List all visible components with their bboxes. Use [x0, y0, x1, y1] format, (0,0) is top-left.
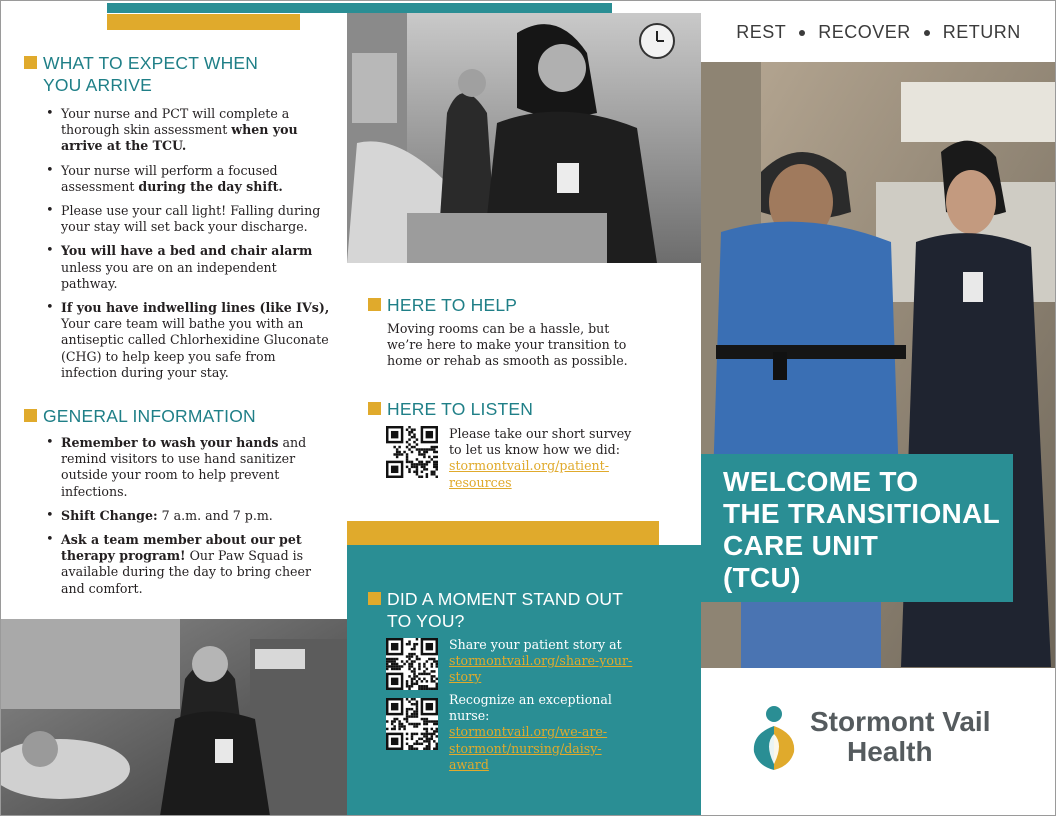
- list-item: [61, 435, 323, 500]
- general-heading: [24, 405, 324, 427]
- heading-square-icon: [24, 56, 37, 69]
- general-heading-text: GENERAL INFORMATION: [43, 406, 256, 426]
- list-item: [61, 300, 333, 381]
- story-text: Share your patient story at: [449, 637, 622, 652]
- nurse-qr-code[interactable]: [386, 698, 438, 750]
- moment-heading-line1: DID A MOMENT STAND OUT: [387, 589, 624, 609]
- expect-heading: [24, 52, 324, 96]
- moment-gold-strip: [347, 521, 659, 545]
- item-bold-text: Shift Change:: [61, 507, 158, 523]
- item-text: Your nurse will perform a focused assessment: [61, 162, 278, 194]
- item-bold-text: when you arrive at the TCU.: [61, 122, 298, 154]
- item-text: Your nurse and PCT will complete a thorough skin assessment: [61, 106, 290, 138]
- panel-left: [0, 0, 347, 816]
- photo-nurse-care: [347, 13, 701, 263]
- tagline-dot: [799, 30, 805, 36]
- tagline: [701, 22, 1056, 43]
- welcome-title: [723, 466, 1000, 594]
- story-qr-code[interactable]: [386, 638, 438, 690]
- logo-line1: Stormont Vail: [810, 706, 991, 737]
- welcome-line2: THE TRANSITIONAL: [723, 498, 1001, 529]
- tagline-word: RECOVER: [818, 22, 911, 42]
- tagline-word: REST: [736, 22, 787, 42]
- panel-right: [701, 0, 1056, 816]
- help-heading: [368, 294, 688, 316]
- expect-heading-line1: WHAT TO EXPECT WHEN: [43, 53, 259, 73]
- listen-text: Please take our short survey to let us know how we did:: [449, 426, 632, 458]
- expect-list: [61, 106, 333, 389]
- nurse-text: Recognize an exceptional nurse:: [449, 692, 612, 724]
- list-item: [61, 163, 333, 195]
- story-link[interactable]: stormontvail.org/share-your-story: [449, 653, 633, 685]
- general-list: [61, 435, 323, 605]
- item-bold-text: You will have a bed and chair alarm: [61, 243, 313, 259]
- survey-link[interactable]: stormontvail.org/patient-resources: [449, 458, 609, 490]
- item-text: Your care team will bathe you with an antiseptic called Chlorhexidine Gluconate (CHG) to help keep you safe from infection during your stay.: [61, 316, 329, 380]
- logo-line2: Health: [847, 736, 933, 767]
- list-item: [61, 203, 333, 235]
- help-text: Moving rooms can be a hassle, but we’re here to make your transition to home or rehab as smooth as possible.: [387, 321, 628, 369]
- welcome-box: [701, 454, 1013, 602]
- nurse-link[interactable]: stormontvail.org/we-are-stormont/nursing/daisy-award: [449, 724, 608, 772]
- welcome-line1: WELCOME TO: [723, 466, 919, 497]
- item-text: Our Paw Squad is available during the day to bring cheer and comfort.: [61, 548, 311, 596]
- listen-heading-text: HERE TO LISTEN: [387, 399, 534, 419]
- item-text: unless you are on an independent pathway.: [61, 259, 277, 291]
- item-text: 7 a.m. and 7 p.m.: [157, 507, 273, 523]
- help-heading-text: HERE TO HELP: [387, 295, 518, 315]
- listen-block: [449, 426, 639, 491]
- story-block: [449, 637, 649, 686]
- logo-wordmark: [810, 707, 990, 767]
- tagline-word: RETURN: [942, 22, 1021, 42]
- item-bold-text: Remember to wash your hands: [61, 435, 279, 450]
- item-bold-text: If you have indwelling lines (like IVs),: [61, 300, 330, 316]
- heading-square-icon: [368, 402, 381, 415]
- nurse-block: [449, 692, 629, 773]
- heading-square-icon: [368, 298, 381, 311]
- moment-heading-line2: TO YOU?: [387, 611, 465, 631]
- heading-square-icon: [24, 409, 37, 422]
- tagline-dot: [924, 30, 930, 36]
- list-item: [61, 508, 323, 524]
- item-bold-text: Ask a team member about our pet therapy program!: [61, 532, 302, 564]
- item-text: and remind visitors to use hand sanitizer outside your room to help prevent infections.: [61, 435, 307, 499]
- list-item: [61, 532, 323, 597]
- survey-qr-code[interactable]: [386, 426, 438, 478]
- listen-heading: [368, 398, 688, 420]
- welcome-line3: CARE UNIT: [723, 530, 879, 561]
- logo-mark-icon: [752, 704, 798, 770]
- item-text: Please use your call light! Falling during your stay will set back your discharge.: [61, 203, 321, 235]
- welcome-line4: (TCU): [723, 562, 801, 593]
- list-item: [61, 106, 333, 155]
- photo-nurse-bedside: [0, 619, 347, 816]
- item-bold-text: during the day shift.: [138, 178, 283, 194]
- heading-square-icon: [368, 592, 381, 605]
- stormont-vail-logo: [752, 704, 990, 770]
- expect-heading-line2: YOU ARRIVE: [43, 75, 152, 95]
- list-item: [61, 243, 333, 292]
- moment-heading: [368, 588, 688, 632]
